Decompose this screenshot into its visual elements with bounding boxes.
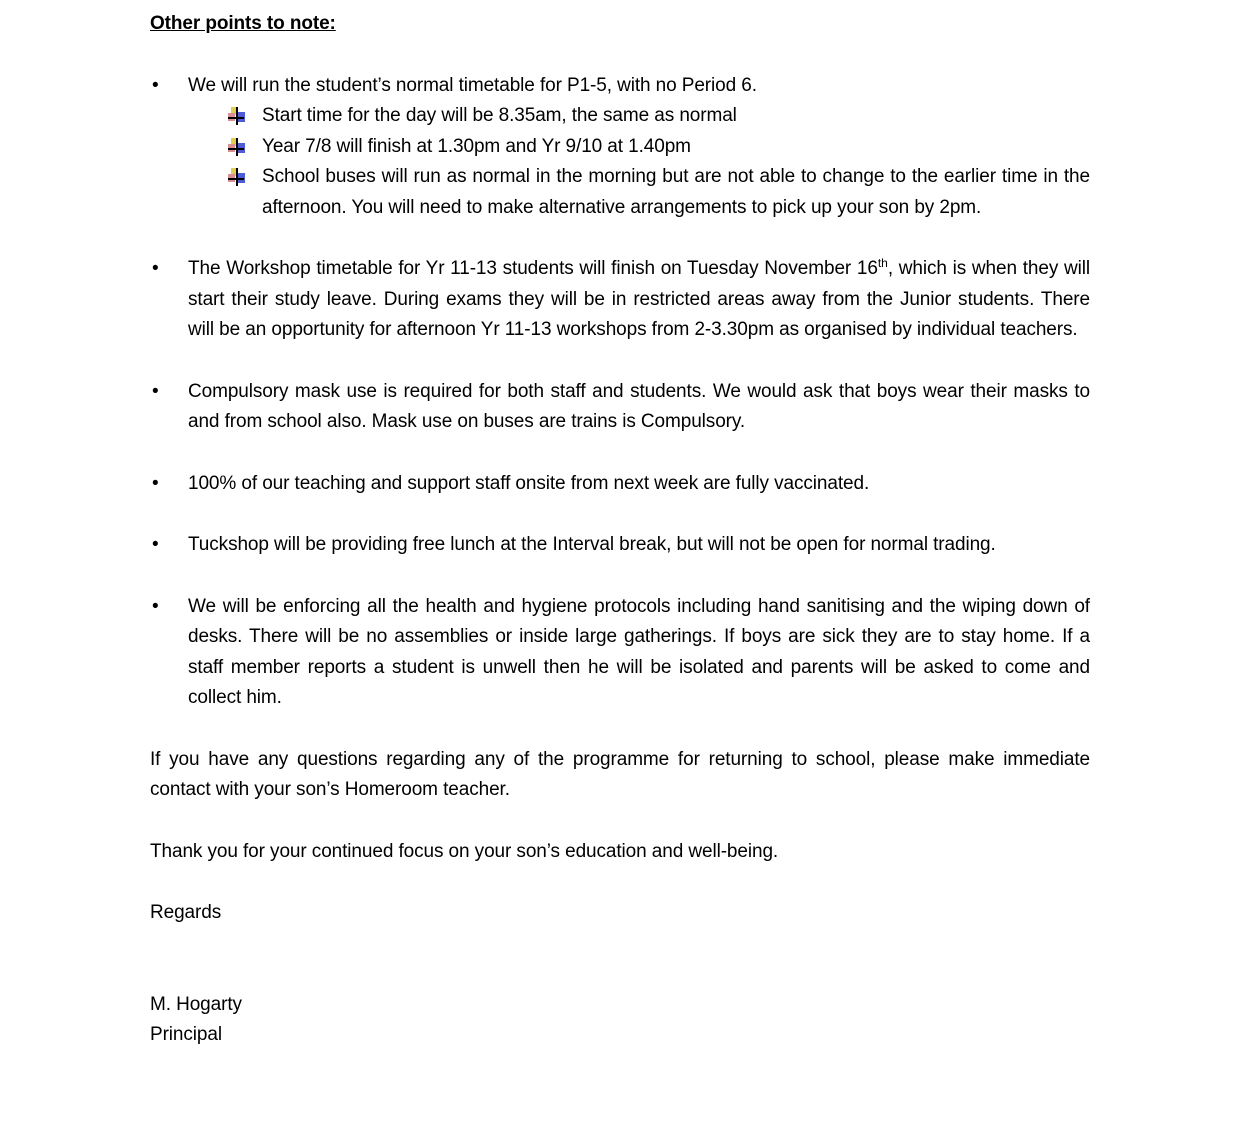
plus-bullet-icon (228, 107, 246, 125)
ordinal-superscript: th (877, 256, 888, 270)
bullet-item-timetable (150, 71, 1090, 224)
sub-bullet-item-finish-times (188, 132, 1090, 163)
bullet-item-mask-use (150, 377, 1090, 438)
bullet-item-vaccinated-staff (150, 469, 1090, 500)
bullet-dot-icon: • (152, 74, 159, 96)
sub-bullet-text: School buses will run as normal in the morning but are not able to change to the earlier time in the afternoon. You will need to make alternative arrangements to pick up your son by 2pm. (262, 166, 1090, 218)
bullet-dot-icon: • (152, 258, 159, 279)
bullet-text: Compulsory mask use is required for both staff and students. We would ask that boys wear their masks to and from school also. Mask use on buses are trains is Compulsory. (188, 380, 1090, 432)
signature-name: M. Hogarty (150, 993, 242, 1015)
plus-bullet-icon (228, 168, 246, 186)
bullet-dot-icon: • (152, 595, 159, 617)
bullet-dot-icon: • (152, 534, 159, 555)
plus-bullet-icon (228, 138, 246, 156)
closing-paragraph-thanks: Thank you for your continued focus on your son’s education and well-being. (150, 840, 779, 862)
bullet-text-post: , which is when they will start their study leave. During exams they will be in restricted areas away from the Junior students. There will be an opportunity for afternoon Yr 11-13 workshops from 2-3.30pm as organised by individual teachers. (188, 258, 1090, 340)
bullet-text: We will be enforcing all the health and hygiene protocols including hand sanitising and the wiping down of desks. There will be no assemblies or inside large gatherings. If boys are sick they are to stay home. If a staff member reports a student is unwell then he will be isolated and parents will be asked to come and collect him. (188, 595, 1090, 708)
bullet-item-tuckshop (150, 530, 1090, 561)
signature-title: Principal (150, 1024, 222, 1045)
bullet-dot-icon: • (152, 380, 159, 402)
sub-bullet-item-start-time (188, 101, 1090, 132)
bullet-text: 100% of our teaching and support staff onsite from next week are fully vaccinated. (188, 472, 870, 494)
bullet-item-health-protocols (150, 592, 1090, 714)
bullet-text: Tuckshop will be providing free lunch at the Interval break, but will not be open for normal trading. (188, 534, 996, 555)
sub-bullet-item-school-buses (188, 162, 1090, 223)
bullet-item-workshop-timetable (150, 254, 1090, 346)
section-heading-text: Other points to note: (150, 13, 336, 34)
closing-paragraph-questions: If you have any questions regarding any of the programme for returning to school, please make immediate contact with your son’s Homeroom teacher. (150, 748, 1090, 800)
sub-bullet-text: Year 7/8 will finish at 1.30pm and Yr 9/10 at 1.40pm (262, 135, 691, 157)
sub-bullet-text: Start time for the day will be 8.35am, the same as normal (262, 105, 737, 126)
signoff: Regards (150, 902, 222, 923)
bullet-text: We will run the student’s normal timetable for P1-5, with no Period 6. (188, 74, 757, 96)
bullet-text-pre: The Workshop timetable for Yr 11-13 students will finish on Tuesday November 16 (188, 258, 878, 279)
section-heading (150, 9, 1090, 40)
bullet-text (188, 254, 1090, 346)
bullet-dot-icon: • (152, 472, 159, 494)
